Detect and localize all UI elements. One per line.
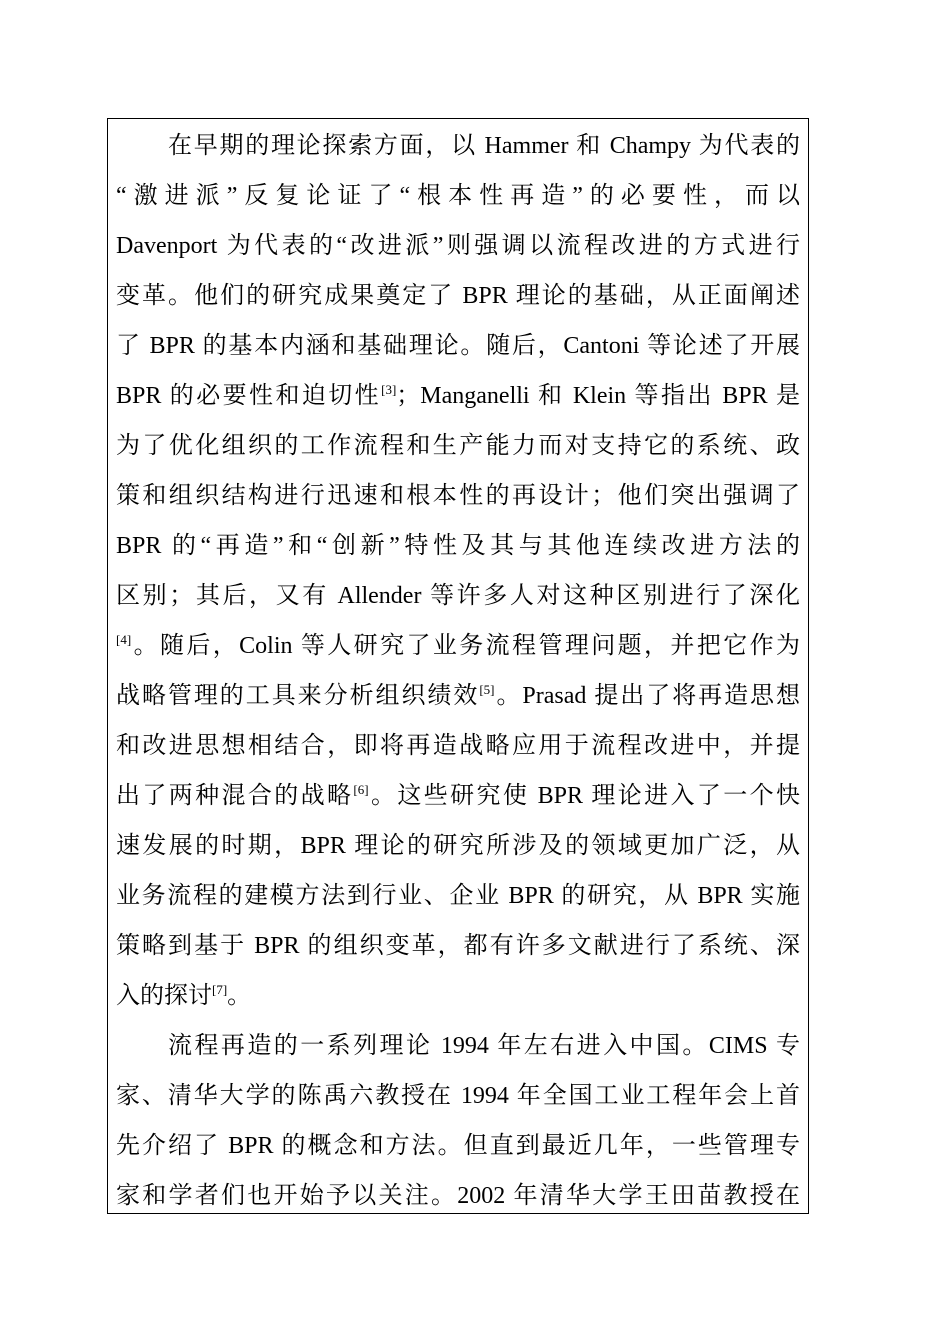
text-run: 流程再造的一系列理论 1994 年左右进入中国。CIMS 专 — [168, 1033, 800, 1059]
text-run: 区别；其后，又有 Allender 等许多人对这种区别进行了深化 — [116, 583, 800, 609]
text-line — [168, 1031, 800, 1061]
text-run: 。随后，Colin 等人研究了业务流程管理问题，并把它作为 — [131, 633, 800, 659]
text-line — [116, 381, 800, 411]
text-line — [168, 131, 800, 161]
text-run: 策和组织结构进行迅速和根本性的再设计；他们突出强调了 — [116, 483, 800, 509]
text-run: BPR 的“再造”和“创新”特性及其与其他连续改进方法的 — [116, 533, 800, 559]
text-run: 出了两种混合的战略 — [116, 783, 354, 809]
text-run: 变革。他们的研究成果奠定了 BPR 理论的基础，从正面阐述 — [116, 283, 800, 309]
text-run: 策略到基于 BPR 的组织变革，都有许多文献进行了系统、深 — [116, 933, 800, 959]
text-run: 为了优化组织的工作流程和生产能力而对支持它的系统、政 — [116, 433, 800, 459]
text-run: 入的探讨 — [116, 983, 212, 1009]
text-line — [116, 231, 800, 261]
text-line — [116, 431, 800, 461]
citation-ref: [5] — [479, 682, 495, 697]
text-run: BPR 的必要性和迫切性 — [116, 383, 382, 409]
text-line — [116, 581, 800, 611]
text-run: 速发展的时期，BPR 理论的研究所涉及的领域更加广泛，从 — [116, 833, 800, 859]
text-line — [116, 931, 800, 961]
text-run: 和改进思想相结合，即将再造战略应用于流程改进中，并提 — [116, 733, 800, 759]
text-line — [116, 681, 800, 711]
text-run: 家、清华大学的陈禹六教授在 1994 年全国工业工程年会上首 — [116, 1083, 800, 1109]
text-line — [116, 981, 800, 1011]
text-line — [116, 331, 800, 361]
text-run: 了 BPR 的基本内涵和基础理论。随后，Cantoni 等论述了开展 — [116, 333, 800, 359]
text-run: 。 — [227, 983, 252, 1009]
text-line — [116, 1081, 800, 1111]
text-run: 战略管理的工具来分析组织绩效 — [116, 683, 480, 709]
text-line — [116, 1131, 800, 1161]
citation-ref: [7] — [212, 982, 228, 997]
text-line — [116, 181, 800, 211]
text-run: ；Manganelli 和 Klein 等指出 BPR 是 — [396, 383, 800, 409]
text-line — [116, 731, 800, 761]
text-run: 家和学者们也开始予以关注。2002 年清华大学王田苗教授在 — [116, 1183, 800, 1209]
text-line — [116, 531, 800, 561]
text-line — [116, 481, 800, 511]
text-line — [116, 831, 800, 861]
text-run: 。Prasad 提出了将再造思想 — [494, 683, 801, 709]
text-line — [116, 1181, 800, 1211]
text-run: 业务流程的建模方法到行业、企业 BPR 的研究，从 BPR 实施 — [116, 883, 800, 909]
text-run: 。这些研究使 BPR 理论进入了一个快 — [368, 783, 800, 809]
citation-ref: [3] — [381, 382, 397, 397]
text-run: 在早期的理论探索方面，以 Hammer 和 Champy 为代表的 — [168, 133, 800, 159]
text-line — [116, 781, 800, 811]
text-run: Davenport 为代表的“改进派”则强调以流程改进的方式进行 — [116, 233, 800, 259]
text-line — [116, 881, 800, 911]
text-line — [116, 631, 800, 661]
citation-ref: [6] — [353, 782, 369, 797]
document-frame — [107, 118, 809, 1214]
citation-ref: [4] — [116, 632, 132, 647]
text-line — [116, 281, 800, 311]
text-run: 先介绍了 BPR 的概念和方法。但直到最近几年，一些管理专 — [116, 1133, 800, 1159]
text-run: “激进派”反复论证了“根本性再造”的必要性，而以 — [116, 183, 800, 209]
